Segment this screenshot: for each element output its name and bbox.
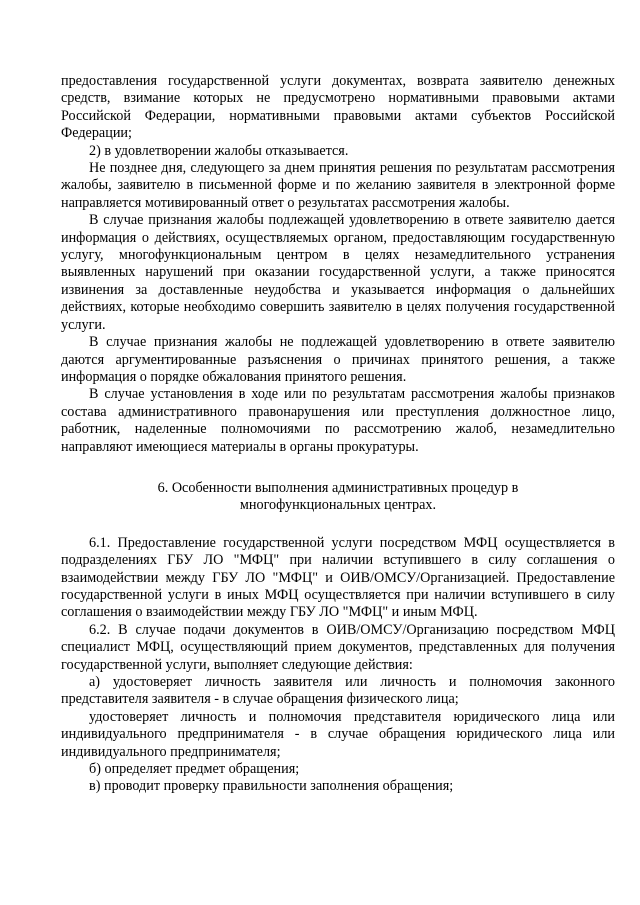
paragraph-complaint-rejected: 2) в удовлетворении жалобы отказывается. <box>89 142 349 159</box>
paragraph-legal-entity: удостоверяет личность и полномочия представителя юридического лица или индивидуального предпринимателя - в случае обращения юридического лица или индивидуального предпринимателя; <box>61 708 615 760</box>
paragraph-item-a: а) удостоверяет личность заявителя или личность и полномочия законного представителя заявителя - в случае обращения физического лица; <box>61 674 615 708</box>
paragraph-6-2: 6.2. В случае подачи документов в ОИВ/ОМСУ/Организацию посредством МФЦ специалист МФЦ, осуществляющий прием документов, представленных для получения государственной услуги, выполняет следующие действия: <box>61 621 615 673</box>
section-heading-line2: многофункциональных центрах. <box>239 497 437 514</box>
document-page <box>61 73 615 796</box>
section-heading <box>61 480 615 515</box>
paragraph-6-1: 6.1. Предоставление государственной услуги посредством МФЦ осуществляется в подразделениях ГБУ ЛО "МФЦ" при наличии вступившего в силу соглашения о взаимодействии между ГБУ ЛО "МФЦ" и ОИВ/ОМСУ/Организацией. Предоставление государственной услуги в иных МФЦ осуществляется при наличии вступившего в силу соглашения о взаимодействии между ГБУ ЛО "МФЦ" и иным МФЦ. <box>61 534 615 621</box>
paragraph-complaint-satisfied: В случае признания жалобы подлежащей удовлетворению в ответе заявителю дается информация о действиях, осуществляемых органом, предоставляющим государственную услугу, многофункциональным центром в целях незамедлительного устранения выявленных нарушений при оказании государственной услуги, а также приносятся извинения за доставленные неудобства и указывается информация о дальнейших действиях, которые необходимо совершить заявителю в целях получения государственной услуги. <box>61 212 615 333</box>
paragraph-prosecutor-referral: В случае установления в ходе или по результатам рассмотрения жалобы признаков состава административного правонарушения или преступления должностное лицо, работник, наделенные полномочиями по рассмотрению жалоб, незамедлительно направляют имеющиеся материалы в органы прокуратуры. <box>61 386 615 455</box>
paragraph-item-b: б) определяет предмет обращения; <box>89 761 300 778</box>
paragraph-response-deadline: Не позднее дня, следующего за днем принятия решения по результатам рассмотрения жалобы, заявителю в письменной форме и по желанию заявителя в электронной форме направляется мотивированный ответ о результатах рассмотрения жалобы. <box>61 160 615 211</box>
paragraph-complaint-not-satisfied: В случае признания жалобы не подлежащей удовлетворению в ответе заявителю даются аргументированные разъяснения о причинах принятого решения, а также информация о порядке обжалования принятого решения. <box>61 334 615 385</box>
section-heading-line1: 6. Особенности выполнения административных процедур в <box>157 479 519 496</box>
paragraph-item-v: в) проводит проверку правильности заполнения обращения; <box>89 778 454 795</box>
paragraph-complaint-refund: предоставления государственной услуги документах, возврата заявителю денежных средств, взимание которых не предусмотрено нормативными правовыми актами Российской Федерации, нормативными правовыми актами субъектов Российской Федерации; <box>61 73 615 142</box>
